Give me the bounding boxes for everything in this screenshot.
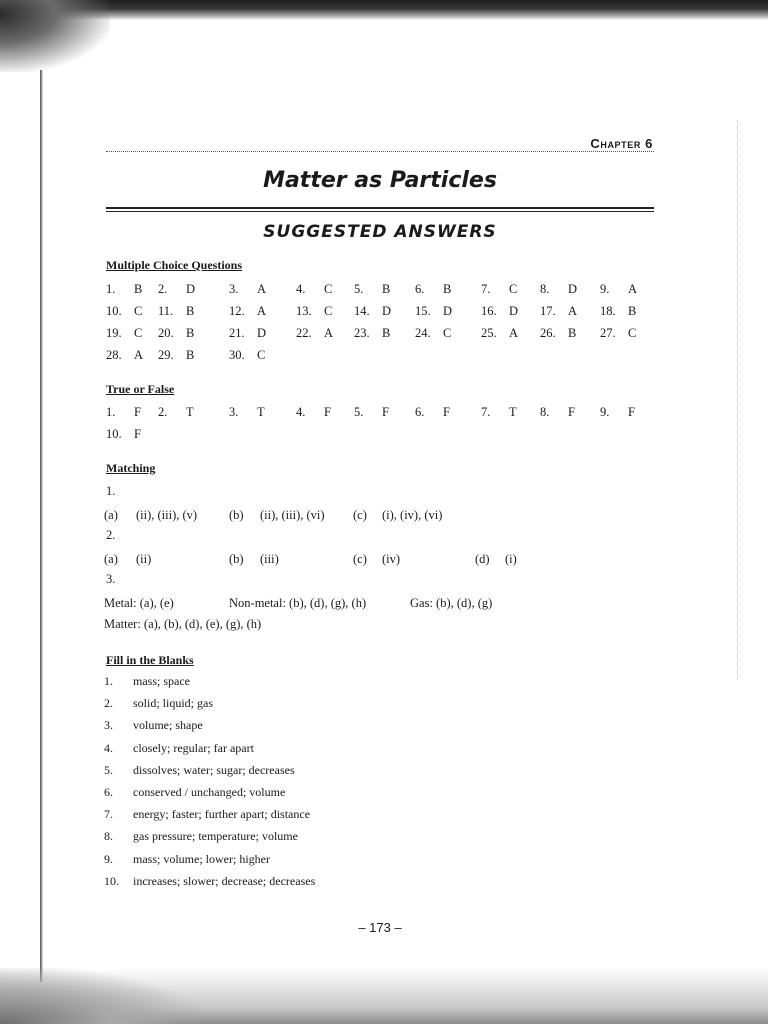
mcq-answer-item (354, 282, 390, 297)
matching-q2-a: (ii) (136, 552, 152, 566)
binding-edge (40, 70, 43, 982)
matching-q3-gas: Gas: (b), (d), (g) (410, 596, 493, 610)
mcq-row (106, 282, 654, 304)
question-number: 3. (229, 405, 239, 419)
mcq-answer-item (540, 304, 577, 319)
fill-blank-answer: volume; shape (133, 718, 203, 733)
mcq-answer-item (354, 304, 391, 319)
mcq-answer-item (106, 304, 142, 319)
mcq-answer-item (354, 326, 390, 341)
mcq-answer-item (415, 304, 452, 319)
mcq-answer-grid (106, 282, 654, 370)
question-number: 1. (106, 282, 116, 296)
mcq-row (106, 326, 654, 348)
question-number: 8. (540, 282, 550, 296)
matching-q2-number: 2. (106, 528, 116, 542)
section-heading: SUGGESTED ANSWERS (263, 222, 497, 242)
mcq-answer-item (600, 304, 636, 319)
matching-q1-c: (i), (iv), (vi) (382, 508, 443, 522)
true-false-answer-item (354, 405, 389, 420)
question-number: 2. (158, 282, 168, 296)
answer-letter: C (324, 282, 333, 296)
question-number: 15. (415, 304, 431, 318)
question-number: 2. (158, 405, 168, 419)
answer-letter: T (509, 405, 517, 419)
question-number: 4. (296, 282, 306, 296)
answer-letter: A (324, 326, 334, 340)
answer-letter: C (134, 304, 143, 318)
mcq-heading: Multiple Choice Questions (106, 258, 243, 272)
mcq-answer-item (600, 326, 636, 341)
question-number: 5. (354, 405, 364, 419)
question-number: 4. (104, 740, 113, 755)
question-number: 1. (104, 674, 113, 688)
question-number: 25. (481, 326, 497, 340)
question-number: 22. (296, 326, 312, 340)
true-false-heading: True or False (106, 382, 175, 396)
question-number: 28. (106, 348, 122, 362)
fill-blank-answer: gas pressure; temperature; volume (133, 829, 298, 844)
mcq-answer-item (229, 304, 266, 319)
answer-letter: D (509, 304, 519, 318)
mcq-answer-item (158, 326, 194, 341)
true-false-answer-item (106, 405, 141, 420)
question-number: 9. (600, 405, 610, 419)
question-number: 26. (540, 326, 556, 340)
scan-shadow-corner (0, 0, 110, 72)
fill-blank-item (104, 852, 604, 874)
matching-q3-matter: Matter: (a), (b), (d), (e), (g), (h) (104, 617, 262, 631)
answer-letter: F (382, 405, 389, 419)
mcq-answer-item (106, 282, 142, 297)
fill-blanks-heading: Fill in the Blanks (106, 653, 194, 667)
true-false-answer-item (415, 405, 450, 420)
scan-artifact-right (736, 120, 738, 680)
answer-letter: C (257, 348, 266, 362)
question-number: 10. (106, 427, 122, 441)
matching-q2-b: (iii) (260, 552, 279, 566)
true-false-answer-item (106, 427, 141, 442)
title-divider (106, 207, 654, 212)
answer-letter: C (628, 326, 637, 340)
question-number: 7. (481, 405, 491, 419)
matching-q3-metal: Metal: (a), (e) (104, 596, 174, 610)
mcq-answer-item (158, 304, 194, 319)
question-number: 30. (229, 348, 245, 362)
matching-q2-c: (iv) (382, 552, 401, 566)
answer-letter: A (568, 304, 578, 318)
answer-letter: D (443, 304, 453, 318)
question-number: 9. (600, 282, 610, 296)
answer-letter: F (628, 405, 635, 419)
mcq-answer-item (540, 282, 577, 297)
fill-blank-answer: energy; faster; further apart; distance (133, 807, 311, 822)
matching-q1-a: (ii), (iii), (v) (136, 508, 198, 522)
true-false-answer-item (296, 405, 331, 420)
answer-letter: B (568, 326, 577, 340)
answer-letter: C (134, 326, 143, 340)
answer-letter: F (568, 405, 575, 419)
answer-letter: D (186, 282, 196, 296)
matching-q2-a-label: (a) (104, 552, 118, 566)
fill-blank-item (104, 829, 604, 851)
answer-letter: A (257, 304, 267, 318)
mcq-row (106, 348, 654, 370)
matching-q1-number: 1. (106, 484, 116, 498)
matching-q2-d-label: (d) (475, 552, 490, 566)
fill-blank-answer: mass; space (133, 674, 190, 688)
mcq-answer-item (540, 326, 576, 341)
answer-letter: D (257, 326, 267, 340)
matching-q1-c-label: (c) (353, 508, 367, 522)
answer-letter: B (186, 304, 195, 318)
question-number: 9. (104, 851, 113, 866)
question-number: 5. (354, 282, 364, 296)
mcq-answer-item (158, 282, 195, 297)
question-number: 1. (106, 405, 116, 419)
fill-blank-answer: mass; volume; lower; higher (133, 851, 270, 866)
matching-q3-number: 3. (106, 572, 116, 586)
question-number: 13. (296, 304, 312, 318)
question-number: 14. (354, 304, 370, 318)
answer-letter: B (628, 304, 637, 318)
header-divider (106, 151, 654, 152)
chapter-title: Matter as Particles (263, 168, 497, 193)
question-number: 7. (104, 807, 113, 822)
matching-q3-non-metal: Non-metal: (b), (d), (g), (h) (229, 596, 367, 610)
answer-letter: C (443, 326, 452, 340)
true-false-answer-grid (106, 405, 654, 449)
question-number: 6. (104, 784, 113, 799)
question-number: 6. (415, 282, 425, 296)
matching-q2-d: (i) (505, 552, 517, 566)
mcq-answer-item (296, 326, 333, 341)
mcq-answer-item (229, 348, 265, 363)
matching-q1-a-label: (a) (104, 508, 118, 522)
matching-q1-b-label: (b) (229, 508, 244, 522)
matching-heading: Matching (106, 461, 156, 475)
true-false-answer-item (229, 405, 265, 420)
answer-letter: C (509, 282, 518, 296)
question-number: 3. (104, 718, 113, 733)
true-false-row (106, 405, 654, 427)
question-number: 8. (540, 405, 550, 419)
answer-letter: B (382, 326, 391, 340)
mcq-answer-item (481, 304, 518, 319)
question-number: 4. (296, 405, 306, 419)
fill-blank-answer: conserved / unchanged; volume (133, 784, 286, 799)
answer-letter: F (443, 405, 450, 419)
fill-blank-answer: closely; regular; far apart (133, 740, 254, 755)
mcq-answer-item (158, 348, 194, 363)
answer-letter: D (568, 282, 578, 296)
answer-letter: T (186, 405, 194, 419)
answer-letter: T (257, 405, 265, 419)
fill-blank-item (104, 718, 604, 740)
mcq-answer-item (106, 348, 143, 363)
mcq-answer-item (600, 282, 637, 297)
mcq-answer-item (296, 304, 332, 319)
answer-letter: F (134, 427, 141, 441)
mcq-answer-item (229, 326, 266, 341)
true-false-answer-item (481, 405, 517, 420)
answer-letter: F (324, 405, 331, 419)
question-number: 8. (104, 829, 113, 844)
question-number: 16. (481, 304, 497, 318)
mcq-answer-item (229, 282, 266, 297)
chapter-label: Chapter 6 (590, 136, 653, 151)
matching-q2-c-label: (c) (353, 552, 367, 566)
page-number: – 173 – (358, 920, 402, 935)
question-number: 27. (600, 326, 616, 340)
true-false-answer-item (158, 405, 194, 420)
mcq-answer-item (415, 282, 451, 297)
fill-blank-item (104, 741, 604, 763)
fill-blanks-list (104, 674, 604, 896)
answer-letter: C (324, 304, 333, 318)
question-number: 23. (354, 326, 370, 340)
question-number: 10. (104, 873, 119, 888)
question-number: 20. (158, 326, 174, 340)
answer-letter: B (443, 282, 452, 296)
mcq-answer-item (415, 326, 451, 341)
fill-blank-answer: increases; slower; decrease; decreases (133, 873, 316, 888)
answer-letter: A (509, 326, 519, 340)
question-number: 11. (158, 304, 174, 318)
fill-blank-item (104, 874, 604, 896)
mcq-answer-item (296, 282, 332, 297)
fill-blank-answer: solid; liquid; gas (133, 696, 214, 711)
scan-shadow-top (0, 0, 768, 20)
answer-letter: B (186, 348, 195, 362)
fill-blank-item (104, 763, 604, 785)
question-number: 21. (229, 326, 245, 340)
matching-q1-b: (ii), (iii), (vi) (260, 508, 325, 522)
question-number: 6. (415, 405, 425, 419)
true-false-row (106, 427, 654, 449)
question-number: 19. (106, 326, 122, 340)
answer-letter: B (186, 326, 195, 340)
true-false-answer-item (600, 405, 635, 420)
question-number: 2. (104, 696, 113, 711)
question-number: 10. (106, 304, 122, 318)
mcq-row (106, 304, 654, 326)
fill-blank-item (104, 785, 604, 807)
answer-letter: D (382, 304, 392, 318)
question-number: 18. (600, 304, 616, 318)
question-number: 12. (229, 304, 245, 318)
question-number: 24. (415, 326, 431, 340)
fill-blank-item (104, 674, 604, 696)
answer-letter: A (628, 282, 638, 296)
fill-blank-item (104, 696, 604, 718)
scan-shadow-corner-bottom (0, 968, 200, 1024)
answer-letter: B (134, 282, 143, 296)
fill-blank-item (104, 807, 604, 829)
question-number: 29. (158, 348, 174, 362)
mcq-answer-item (481, 282, 517, 297)
matching-q2-b-label: (b) (229, 552, 244, 566)
answer-letter: A (257, 282, 267, 296)
true-false-answer-item (540, 405, 575, 420)
question-number: 5. (104, 762, 113, 777)
answer-letter: A (134, 348, 144, 362)
mcq-answer-item (106, 326, 142, 341)
question-number: 17. (540, 304, 556, 318)
fill-blank-answer: dissolves; water; sugar; decreases (133, 762, 295, 777)
answer-letter: F (134, 405, 141, 419)
question-number: 3. (229, 282, 239, 296)
mcq-answer-item (481, 326, 518, 341)
question-number: 7. (481, 282, 491, 296)
answer-letter: B (382, 282, 391, 296)
